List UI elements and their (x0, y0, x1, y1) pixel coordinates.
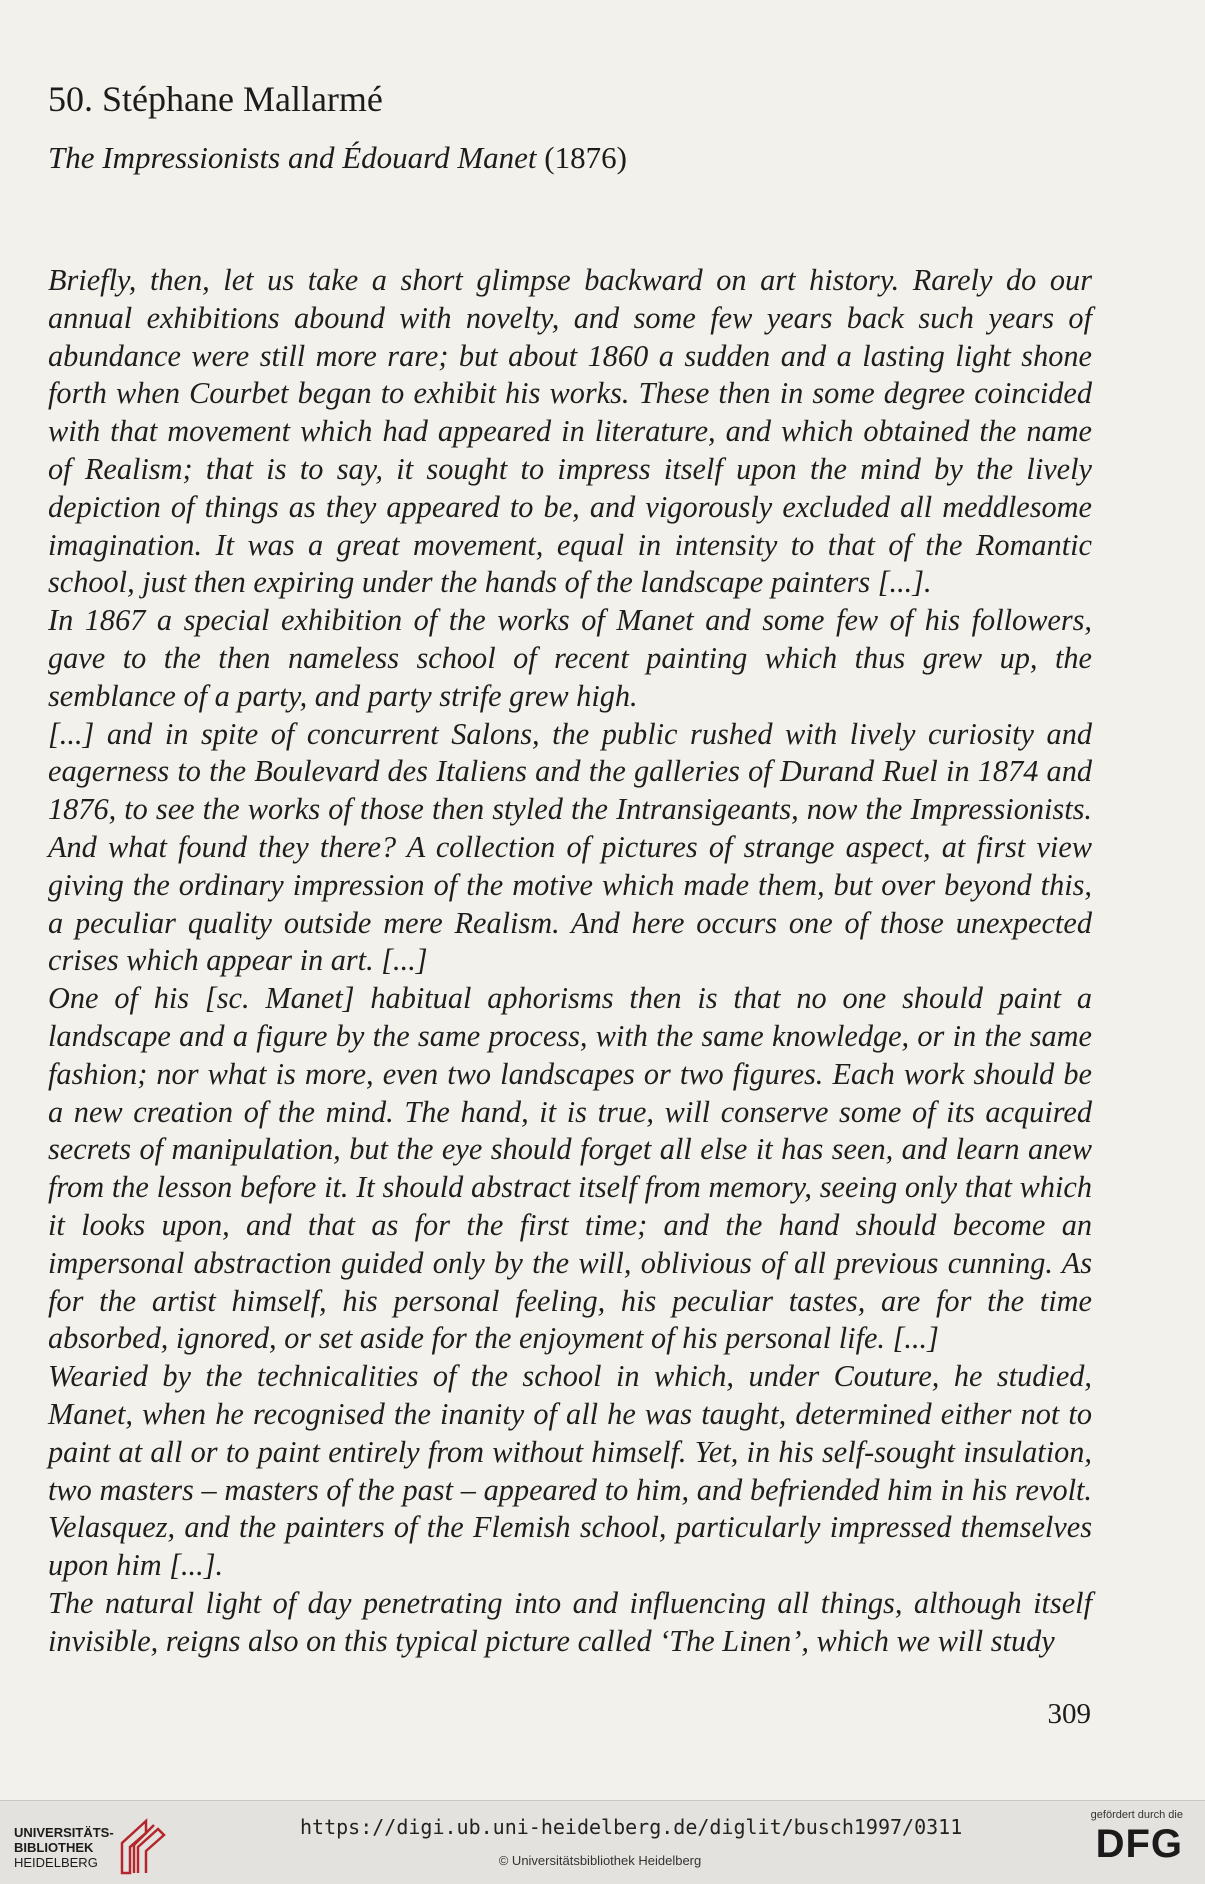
paragraph: [...] and in spite of concurrent Salons, the public rushed with lively curiosity and eagerness to the Boulevard des Italiens and the galleries of Durand Ruel in 1874 and 1876, to see the works of those then styled the Intransigeants, now the Impressionists. And what found they there? A collection of pictures of strange aspect, at first view giving the ordinary impression of the motive which made them, but over beyond this, a peculiar quality outside mere Realism. And here occurs one of those unexpected crises which appear in art. [...] (48, 716, 1092, 978)
body-text (48, 262, 1092, 1660)
paragraph: Briefly, then, let us take a short glimpse backward on art history. Rarely do our annual exhibitions abound with novelty, and some few years back such years of abundance were still more rare; but about 1860 a sudden and a lasting light shone forth when Courbet began to exhibit his works. These then in some degree coincided with that movement which had appeared in literature, and which obtained the name of Realism; that is to say, it sought to impress itself upon the mind by the lively depiction of things as they appeared to be, and vigorously excluded all meddlesome imagination. It was a great movement, equal in intensity to that of the Romantic school, just then expiring under the hands of the landscape painters [...]. (48, 263, 1092, 600)
paragraph: In 1867 a special exhibition of the works of Manet and some few of his followers, gave to the then nameless school of recent painting which thus grew up, the semblance of a party, and party strife grew high. (48, 603, 1092, 713)
copyright-notice: © Universitätsbibliothek Heidelberg (498, 1853, 702, 1868)
permalink-url[interactable]: https://digi.ub.uni-heidelberg.de/diglit/busch1997/0311 (300, 1815, 963, 1839)
page-number: 309 (1047, 1698, 1091, 1730)
university-library-logo[interactable] (14, 1815, 174, 1875)
library-name (14, 1825, 114, 1870)
library-mark-icon (116, 1817, 170, 1875)
library-name-line2: BIBLIOTHEK (14, 1840, 94, 1855)
paragraph: Wearied by the technicalities of the school in which, under Couture, he studied, Manet, when he recognised the inanity of all he was taught, determined either not to paint at all or to paint entirely from without himself. Yet, in his self-sought insulation, two masters – masters of the past – appeared to him, and befriended him in his revolt. Velasquez, and the painters of the Flemish school, particularly impressed themselves upon him [...]. (48, 1359, 1092, 1583)
dfg-funding-badge[interactable] (1063, 1809, 1183, 1879)
subtitle-year: (1876) (536, 140, 627, 175)
paragraph: One of his [sc. Manet] habitual aphorisms then is that no one should paint a landscape and a figure by the same process, with the same knowledge, or in the same fashion; nor what is more, even two landscapes or two figures. Each work should be a new creation of the mind. The hand, it is true, will conserve some of its acquired secrets of manipulation, but the eye should forget all else it has seen, and learn anew from the lesson before it. It should abstract itself from memory, seeing only that which it looks upon, and that as for the first time; and the hand should become an impersonal abstraction guided only by the will, oblivious of all previous cunning. As for the artist himself, his personal feeling, his peculiar tastes, are for the time absorbed, ignored, or set aside for the enjoyment of his personal life. [...] (48, 981, 1092, 1356)
library-name-line3: HEIDELBERG (14, 1855, 98, 1870)
library-name-line1: UNIVERSITÄTS- (14, 1825, 114, 1840)
paragraph: The natural light of day penetrating into and influencing all things, although itself invisible, reigns also on this typical picture called ‘The Linen’, which we will study (48, 1585, 1092, 1658)
chapter-subtitle (48, 140, 627, 176)
funding-caption: gefördert durch die (1090, 1809, 1183, 1821)
subtitle-title: The Impressionists and Édouard Manet (48, 140, 537, 175)
dfg-logo: DFG (1095, 1822, 1183, 1866)
viewer-footer (0, 1800, 1205, 1884)
chapter-heading: 50. Stéphane Mallarmé (48, 79, 383, 119)
